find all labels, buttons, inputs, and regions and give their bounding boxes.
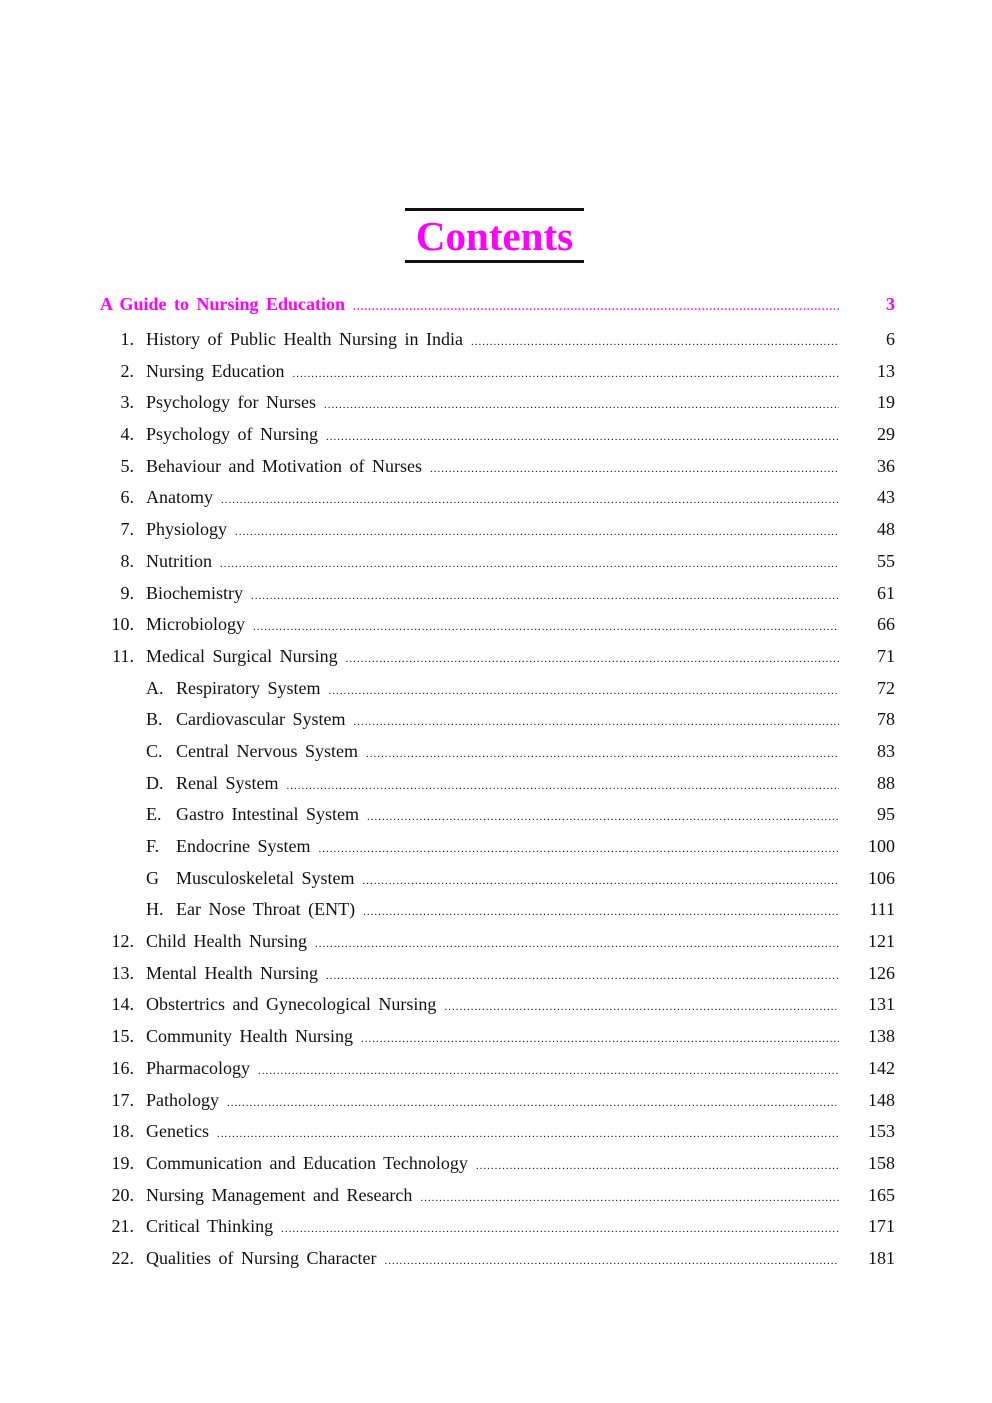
toc-entry-page: 71 [877,645,895,666]
toc-entry-label: Qualities of Nursing Character [146,1247,377,1268]
toc-entry-page: 78 [877,709,895,730]
dot-leader [253,621,839,633]
toc-entry-label: Physiology [146,519,228,540]
toc-entry-page: 61 [877,582,895,603]
toc-entry-label: Renal System [176,772,279,793]
toc-entry-label: Nursing Management and Research [146,1184,413,1205]
toc-entry-number: 18. [111,1121,134,1142]
toc-entry-number: 13. [111,962,134,983]
toc-entry-page: 171 [868,1216,895,1237]
toc-entry-page: 48 [877,519,895,540]
dot-leader [220,558,839,570]
toc-entry-label: Communication and Education Technology [146,1152,468,1173]
toc-entry-page: 131 [868,994,895,1015]
toc-entry-label: Biochemistry [146,582,243,603]
toc-entry-page: 153 [868,1121,895,1142]
toc-entry-number: 4. [120,424,134,445]
toc-entry-number: 2. [120,360,134,381]
toc-entry-letter: H. [146,899,164,920]
toc-entry-label: Central Nervous System [176,740,358,761]
toc-entry-number: 21. [111,1216,134,1237]
toc-entry-label: Pharmacology [146,1057,250,1078]
toc-entry-number: 9. [120,582,134,603]
toc-entry-number: 10. [111,614,134,635]
toc-entry[interactable] [100,392,895,424]
toc-entry[interactable] [100,583,895,615]
toc-entry-page: 142 [868,1057,895,1078]
toc-entry-label: Microbiology [146,614,245,635]
dot-leader [476,1160,839,1172]
toc-entry-page: 148 [868,1089,895,1110]
toc-entry[interactable] [100,456,895,488]
toc-entry-page: 126 [868,962,895,983]
toc-entry-number: 7. [120,519,134,540]
dot-leader [353,716,839,728]
toc-entry-number: 11. [112,645,134,666]
toc-entry[interactable] [100,1026,895,1058]
dot-leader [235,526,839,538]
dot-leader [315,938,839,950]
toc-entry-number: 8. [120,550,134,571]
toc-entry-page: 19 [877,392,895,413]
toc-entry-page: 13 [877,360,895,381]
toc-entry-label: Medical Surgical Nursing [146,645,338,666]
toc-entry-label: Critical Thinking [146,1216,274,1237]
table-of-contents [100,294,895,1280]
toc-entry-label: Nutrition [146,550,212,571]
toc-entry[interactable] [100,1153,895,1185]
toc-entry-label: Endocrine System [176,836,311,856]
toc-entry[interactable] [100,646,895,678]
toc-entry-label: Community Health Nursing [146,1026,353,1047]
toc-entry-page: 100 [868,836,895,856]
toc-entry-letter: A. [146,677,164,698]
toc-entry[interactable] [100,1248,895,1280]
toc-entry[interactable] [100,741,895,773]
toc-entry[interactable] [100,1185,895,1217]
toc-entry-label: Anatomy [146,487,213,508]
toc-entry-letter: G [146,867,159,888]
dot-leader [292,368,839,380]
dot-leader [227,1097,839,1109]
toc-entry-number: 5. [120,455,134,476]
toc-entry-label: Cardiovascular System [176,709,346,730]
title-rule-bottom [405,260,584,263]
dot-leader [384,1255,839,1267]
title-rule-top [405,208,584,211]
toc-entry-page: 121 [868,931,895,952]
toc-entry-page: 95 [877,804,895,825]
dot-leader [318,843,839,855]
toc-entry-page: 158 [868,1152,895,1173]
toc-entry-number: 15. [111,1026,134,1047]
toc-entry[interactable] [100,1058,895,1090]
toc-entry-label: Mental Health Nursing [146,962,318,983]
toc-entry-page: 66 [877,614,895,635]
toc-entry-page: 181 [868,1247,895,1268]
toc-entry[interactable] [100,487,895,519]
toc-entry-letter: E. [146,804,162,825]
toc-entry-label: Obstertrics and Gynecological Nursing [146,994,437,1015]
dot-leader [362,875,839,887]
toc-entry-label: Behaviour and Motivation of Nurses [146,455,422,476]
toc-entry[interactable] [100,424,895,456]
toc-entry-page: 138 [868,1026,895,1047]
dot-leader [367,811,839,823]
toc-entry-page: 6 [886,329,895,349]
toc-entry[interactable] [100,1216,895,1248]
dot-leader [251,590,839,602]
dot-leader [361,1033,839,1045]
toc-entry[interactable] [100,361,895,393]
toc-entry-label: Ear Nose Throat (ENT) [176,899,356,920]
toc-entry[interactable] [100,994,895,1026]
dot-leader [258,1065,839,1077]
toc-entry[interactable] [100,963,895,995]
dot-leader [430,463,839,475]
toc-entry[interactable] [100,899,895,931]
page-title: Contents [415,213,574,259]
dot-leader [326,431,839,443]
dot-leader [366,748,839,760]
toc-entry-label: Nursing Education [146,360,285,381]
toc-entry-number: 1. [120,329,134,349]
dot-leader [287,780,840,792]
toc-entry-page: 111 [869,899,895,920]
toc-entry[interactable] [100,614,895,646]
toc-entry-page: 83 [877,740,895,761]
toc-entry-letter: C. [146,740,163,761]
toc-entry-label: Musculoskeletal System [176,867,355,888]
toc-entry-number: 14. [111,994,134,1015]
dot-leader [326,970,839,982]
dot-leader [329,685,840,697]
dot-leader [363,906,839,918]
toc-entry[interactable] [100,1090,895,1122]
toc-entry-label: Psychology of Nursing [146,424,318,445]
dot-leader [346,653,839,665]
toc-entry[interactable] [100,1121,895,1153]
toc-entry-number: 12. [111,931,134,952]
toc-entry-number: 19. [111,1152,134,1173]
dot-leader [444,1001,839,1013]
toc-entry-label: A Guide to Nursing Education [100,294,346,314]
toc-entry-page: 88 [877,772,895,793]
dot-leader [324,399,839,411]
toc-entry-label: Respiratory System [176,677,321,698]
toc-entry[interactable] [100,709,895,741]
toc-entry-number: 3. [120,392,134,413]
toc-entry[interactable] [100,678,895,710]
toc-entry[interactable] [100,519,895,551]
toc-entry[interactable] [100,551,895,583]
dot-leader [217,1128,839,1140]
toc-entry-number: 20. [111,1184,134,1205]
toc-entry-page: 55 [877,550,895,571]
toc-entry-letter: D. [146,772,164,793]
toc-entry-page: 72 [877,677,895,698]
toc-entry-label: Genetics [146,1121,209,1142]
toc-entry-page: 106 [868,867,895,888]
dot-leader [420,1192,839,1204]
toc-entry-letter: B. [146,709,163,730]
toc-entry-label: Gastro Intestinal System [176,804,359,825]
dot-leader [281,1223,839,1235]
toc-entry-letter: F. [146,836,160,856]
toc-entry[interactable] [100,931,895,963]
toc-entry-label: Psychology for Nurses [146,392,316,413]
toc-entry-page: 43 [877,487,895,508]
toc-entry-guide[interactable] [100,294,895,329]
toc-entry-label: Pathology [146,1089,220,1110]
toc-entry-page: 36 [877,455,895,476]
toc-entry[interactable] [100,868,895,900]
toc-entry[interactable] [100,329,895,361]
toc-entry[interactable] [100,836,895,868]
toc-entry-page: 29 [877,424,895,445]
toc-entry-label: Child Health Nursing [146,931,307,952]
toc-entry-number: 17. [111,1089,134,1110]
dot-leader [353,301,839,313]
toc-entry-number: 6. [120,487,134,508]
toc-entry-page: 165 [868,1184,895,1205]
dot-leader [221,494,839,506]
toc-entry-label: History of Public Health Nursing in India [146,329,463,349]
toc-entry[interactable] [100,773,895,805]
toc-entry-number: 22. [111,1247,134,1268]
toc-entry[interactable] [100,804,895,836]
dot-leader [471,336,839,348]
toc-entry-page: 3 [886,294,895,314]
toc-entry-number: 16. [111,1057,134,1078]
